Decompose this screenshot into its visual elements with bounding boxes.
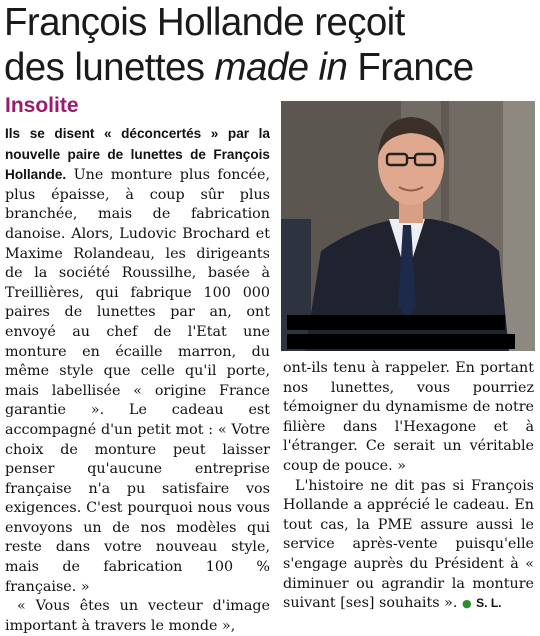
byline-bullet: ● [461, 597, 472, 611]
body-text: Une monture plus foncée, plus épaisse, à coup sûr plus branchée, mais de fabrication danoise. Alors, Ludovic Brochard et Maxime Rolandeau, les dirigeants de la société Roussilhe, basée à Treillières, qui fabrique 100 000 paires de lunettes par an, ont envoyé au chef de l'Etat une monture en écaille marron, du même style que celle qu'il porte, mais labellisée « origine France garantie ». Le cadeau est accompagné d'un petit mot : « Votre choix de monture peut laisser penser qu'aucune entreprise française n'a pu satisfaire vos exigences. C'est pourquoi nous vous envoyons un de nos modèles qui reste dans votre nouveau style, mais de fabrication 100 % française. » [5, 167, 270, 595]
headline-line-2 [4, 45, 536, 90]
article-column-right [283, 359, 534, 614]
lead-paragraph [5, 124, 270, 597]
headline-italic: made in [214, 46, 348, 89]
rubric-label: Insolite [5, 94, 79, 117]
headline-line-2-start: des lunettes [4, 46, 215, 89]
photo-illustration [281, 101, 535, 351]
article-column-left [5, 124, 270, 636]
final-text: L'histoire ne dit pas si François Hollande a apprécié le cadeau. En tout cas, la PME assure aussi le service après-vente puisqu'elle s'engage auprès du Président à « diminuer ou agrandir la monture suivant [ses] souhaits ». [283, 477, 534, 612]
headline-line-1: François Hollande reçoit [4, 1, 405, 44]
lead-text: Ils se disent « déconcertés » par la nouvelle paire de lunettes de François Hollande. [5, 126, 270, 183]
body-paragraph-final [283, 477, 534, 614]
byline: S. L. [476, 596, 502, 611]
article-photo [281, 101, 535, 351]
body-paragraph-continued: ont-ils tenu à rappeler. En portant nos lunettes, vous pourriez témoigner du dynamisme de notre filière dans l'Hexagone et à l'étranger. Ce serait un véritable coup de pouce. » [283, 360, 534, 474]
headline-line-2-end: France [347, 46, 474, 89]
quote-paragraph: « Vous êtes un vecteur d'image important à travers le monde », [5, 598, 270, 634]
headline [4, 0, 536, 90]
